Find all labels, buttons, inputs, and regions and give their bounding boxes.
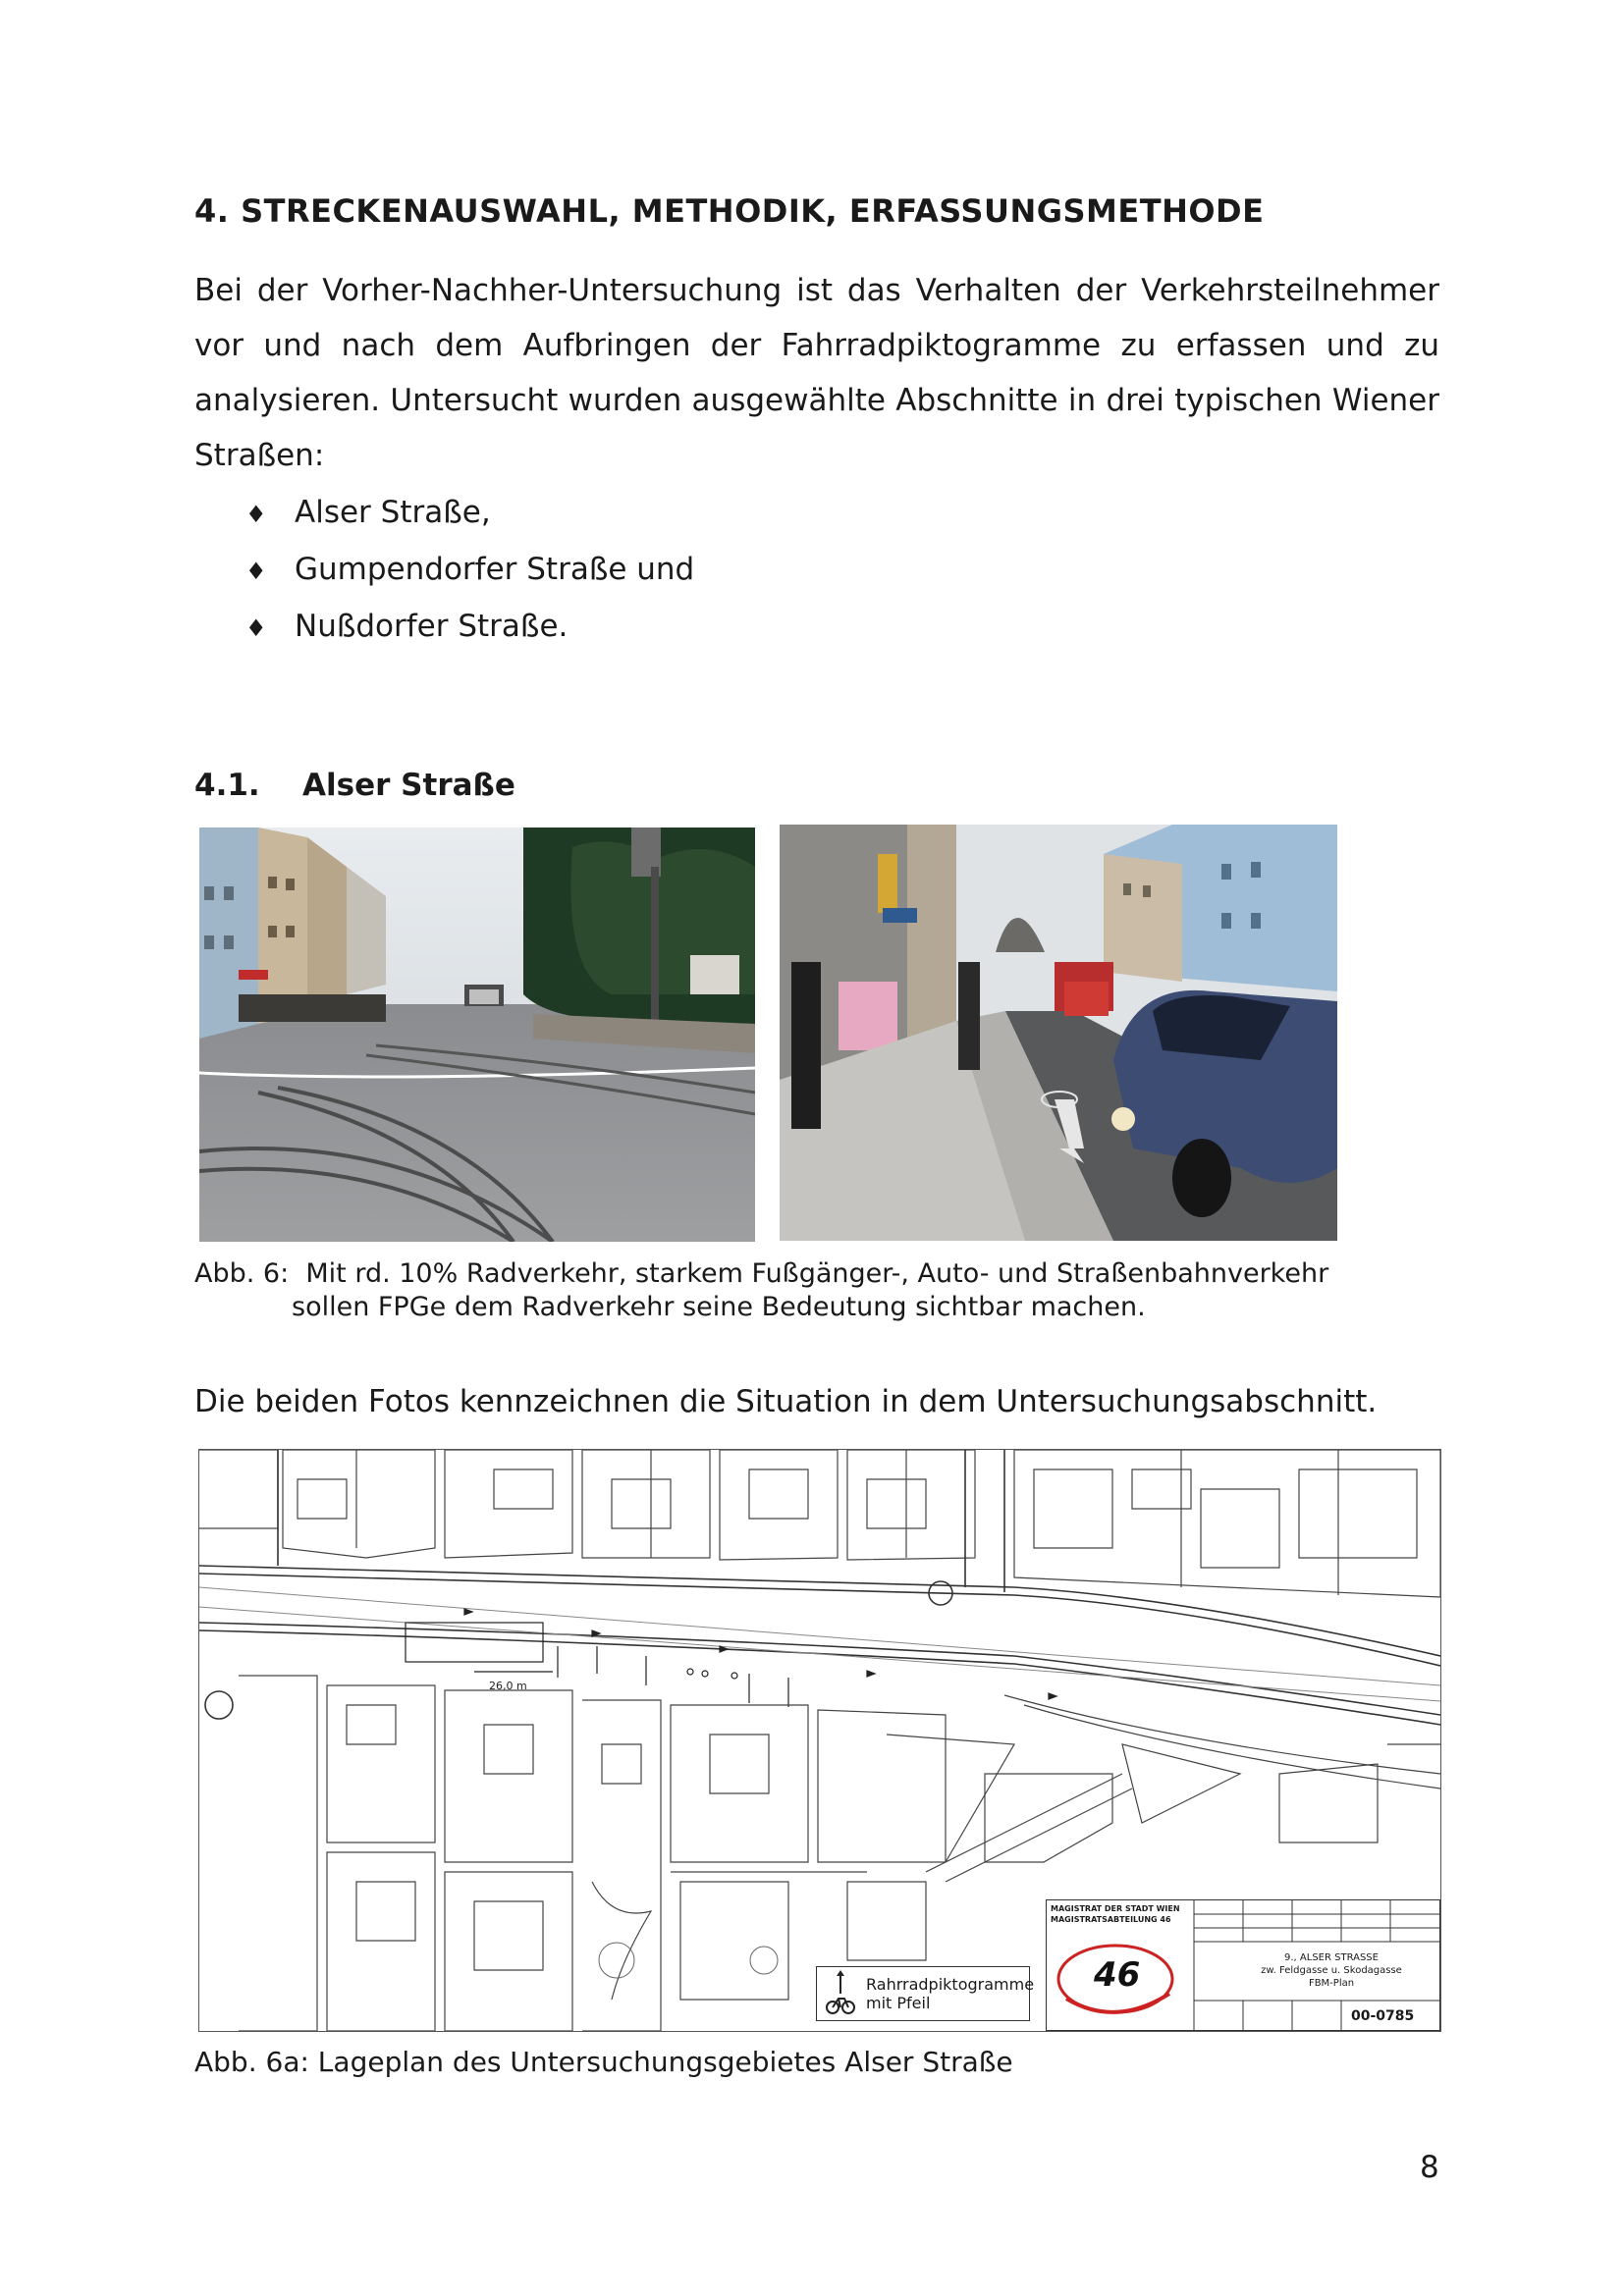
list-item-text: Alser Straße, <box>295 495 491 530</box>
legend-line1: Rahrradpiktogramme <box>866 1975 1035 1994</box>
diamond-bullet-icon: ♦ <box>245 501 267 528</box>
figure-6-caption <box>194 1257 1328 1324</box>
photos-description: Die beiden Fotos kennzeichnen die Situation in dem Untersuchungsabschnitt. <box>194 1384 1378 1419</box>
title-block-organization <box>1051 1903 1188 1925</box>
legend-line2: mit Pfeil <box>866 1994 931 2012</box>
bicycle-arrow-icon <box>821 1968 860 2019</box>
title-line3: FBM-Plan <box>1308 1978 1355 1989</box>
list-item <box>245 599 694 656</box>
figure-6a-caption: Abb. 6a: Lageplan des Untersuchungsgebietes Alser Straße <box>194 2046 1013 2078</box>
title-block-title <box>1233 1951 1430 1990</box>
list-item <box>245 485 694 542</box>
diamond-bullet-icon: ♦ <box>245 558 267 585</box>
subsection-heading <box>194 768 515 803</box>
list-item-text: Nußdorfer Straße. <box>295 609 568 644</box>
street-photo-tram-tracks <box>199 828 755 1242</box>
plan-title-block <box>1046 1899 1440 2031</box>
figure-6-caption-line1: Mit rd. 10% Radverkehr, starkem Fußgänger-, Auto- und Straßenbahnverkehr <box>305 1258 1329 1289</box>
intro-paragraph: Bei der Vorher-Nachher-Untersuchung ist das Verhalten der Verkehrsteilnehmer vor und nach dem Aufbringen der Fahrradpiktogramme zu erfassen und zu analysieren. Untersucht wurden ausgewählte Abschnitte in drei typischen Wiener Straßen: <box>194 273 1439 473</box>
plan-legend <box>816 1966 1035 2021</box>
diamond-bullet-icon: ♦ <box>245 614 267 642</box>
title-line1: 9., ALSER STRASSE <box>1284 1952 1379 1963</box>
dimension-label: 26,0 m <box>489 1680 527 1692</box>
site-plan-drawing <box>198 1449 1441 2032</box>
figure-6-caption-line2: sollen FPGe dem Radverkehr seine Bedeutung sichtbar machen. <box>292 1292 1146 1322</box>
list-item <box>245 542 694 599</box>
section-heading: 4. STRECKENAUSWAHL, METHODIK, ERFASSUNGSMETHODE <box>194 192 1265 230</box>
subsection-title: Alser Straße <box>302 768 515 803</box>
page-number: 8 <box>1420 2150 1439 2185</box>
list-item-text: Gumpendorfer Straße und <box>295 552 695 587</box>
plan-number: 00-0785 <box>1351 2008 1415 2024</box>
org-line1: MAGISTRAT DER STADT WIEN <box>1051 1904 1180 1913</box>
figure-6-label: Abb. 6: <box>194 1258 290 1289</box>
department-logo: 46 <box>1094 1955 1141 1995</box>
street-list <box>245 485 694 656</box>
street-photo-sidewalk-cars <box>780 825 1337 1241</box>
subsection-number: 4.1. <box>194 768 260 803</box>
org-line2: MAGISTRATSABTEILUNG 46 <box>1051 1915 1171 1924</box>
title-line2: zw. Feldgasse u. Skodagasse <box>1261 1965 1402 1976</box>
